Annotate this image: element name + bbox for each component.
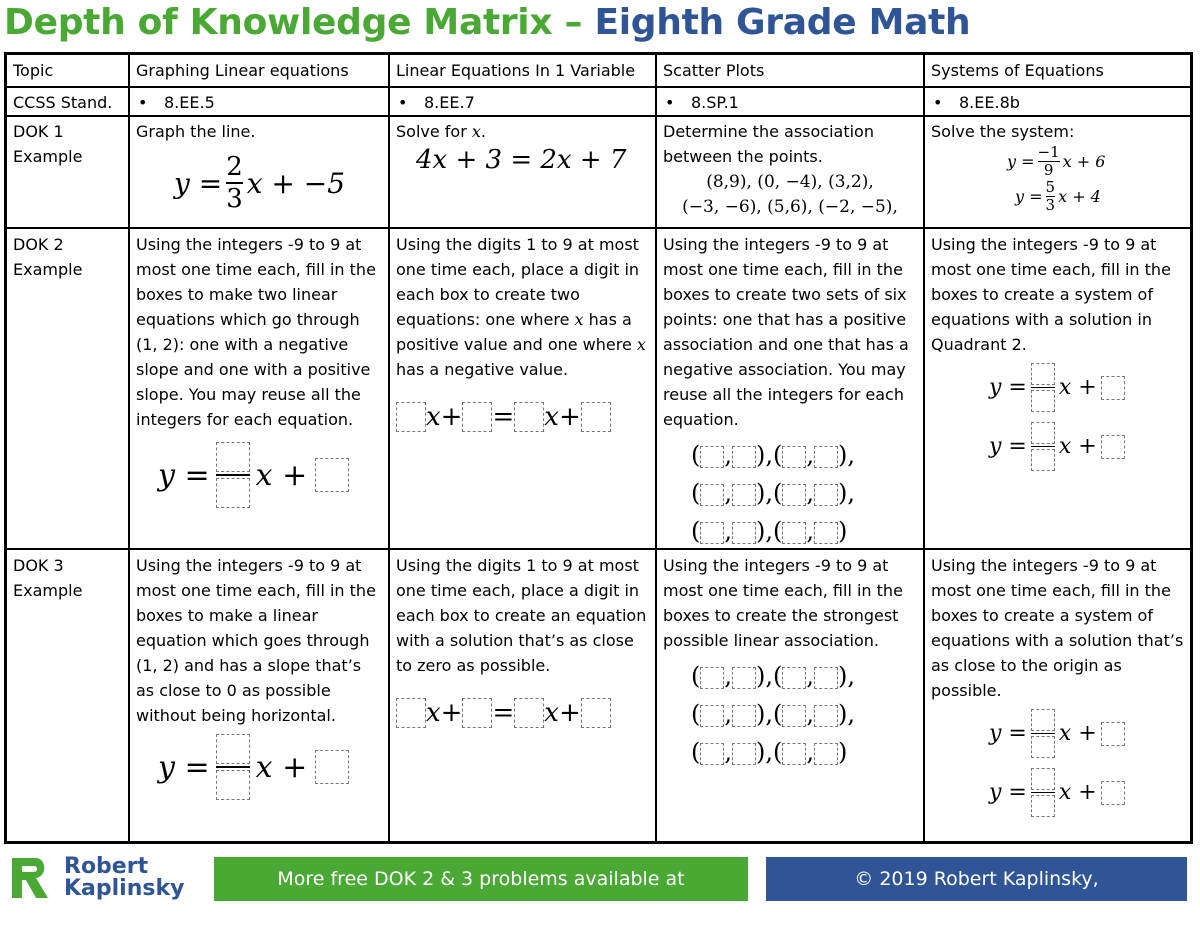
dok2-graphing-prompt: Using the integers -9 to 9 at most one time each, fill in the boxes to make two linear equations which go through (1, 2): one with a negative slope and one with a positive slope. You may reuse all the integers for each equation.: [136, 235, 376, 429]
numerator: 2: [226, 152, 243, 182]
prompt-text: Using the digits 1 to 9 at most one time each, place a digit in each box to create two equations: one where: [396, 235, 640, 329]
standard-code: 8.SP.1: [691, 93, 739, 112]
dok1-scatter-prompt: Determine the association between the points.: [663, 122, 874, 166]
dok2-scatter-points: [691, 436, 917, 550]
answer-box[interactable]: [216, 478, 250, 508]
ccss-scatter: [657, 87, 923, 115]
system-template-2: [989, 422, 1184, 471]
rk-logo-icon: [10, 856, 50, 900]
eq-lhs: y =: [989, 780, 1027, 805]
dok2-systems: [925, 229, 1190, 471]
logo-text: [64, 856, 184, 900]
eq-lhs: y =: [989, 721, 1027, 746]
dok3-linear: [390, 550, 655, 728]
fraction: [216, 442, 250, 508]
fraction: [1038, 144, 1060, 179]
answer-box[interactable]: [1031, 390, 1055, 412]
dok2-linear-prompt: [396, 232, 649, 382]
answer-box[interactable]: [700, 522, 724, 544]
title-dash: –: [552, 2, 595, 43]
answer-box[interactable]: [315, 750, 349, 784]
answer-box[interactable]: [462, 698, 492, 728]
prompt-text: has a negative value.: [396, 360, 569, 379]
operator: +: [440, 401, 463, 432]
answer-box[interactable]: [782, 522, 806, 544]
fraction: [216, 734, 250, 800]
dok1-linear-prompt: [396, 119, 649, 144]
answer-box[interactable]: [782, 705, 806, 727]
answer-box[interactable]: [1031, 449, 1055, 471]
answer-box[interactable]: [581, 698, 611, 728]
denominator: 9: [1043, 161, 1054, 179]
dok2-systems-prompt: Using the integers -9 to 9 at most one time each, fill in the boxes to create a system of equations with a solution in Quadrant 2.: [931, 235, 1171, 354]
answer-box[interactable]: [814, 484, 838, 506]
title-part2: Eighth Grade Math: [594, 2, 971, 43]
answer-box[interactable]: [700, 705, 724, 727]
variable: x: [471, 122, 481, 141]
points-line: (8,9), (0, −4), (3,2),: [706, 172, 874, 192]
dok3-graphing-prompt: Using the integers -9 to 9 at most one time each, fill in the boxes to make a linear equation which goes through (1, 2) and has a slope that’s as close to 0 as possible without being horizontal.: [136, 556, 376, 725]
header-topic-graphing: Graphing Linear equations: [136, 61, 349, 80]
dok2-scatter: [657, 229, 923, 550]
dok3-linear-template: [396, 698, 649, 728]
dok3-systems-prompt: Using the integers -9 to 9 at most one time each, fill in the boxes to create a system of equations with a solution that’s as close to the origin as possible.: [931, 556, 1184, 700]
eq-lhs: y =: [1007, 151, 1035, 171]
dok3-graphing-template: [158, 734, 382, 800]
answer-box[interactable]: [462, 402, 492, 432]
answer-box[interactable]: [700, 446, 724, 468]
dok2-scatter-prompt: Using the integers -9 to 9 at most one time each, fill in the boxes to create two sets of six points: one that has a positive association and one that has a negative association. You may reuse all the integers for each equation.: [663, 235, 909, 429]
answer-box[interactable]: [315, 458, 349, 492]
header-topic-scatter: Scatter Plots: [663, 61, 765, 80]
answer-box[interactable]: [782, 446, 806, 468]
point-row: ( , ),( , ),: [691, 441, 856, 469]
title-part1: Depth of Knowledge Matrix: [4, 2, 553, 43]
dok2-graphing-template: [158, 442, 382, 508]
dok1-label: [7, 116, 128, 169]
points-line: (−3, −6), (5,6), (−2, −5),: [682, 197, 898, 217]
eq-rhs: x +: [1058, 375, 1097, 400]
dok3-scatter-points: [691, 657, 917, 771]
dok3-scatter: [657, 550, 923, 771]
variable: x: [544, 401, 559, 432]
eq-lhs: y =: [989, 375, 1027, 400]
eq-lhs: y =: [1015, 186, 1043, 206]
robert-kaplinsky-logo[interactable]: [10, 856, 184, 900]
system-template-1: [989, 709, 1184, 758]
dok1-systems-prompt: Solve the system:: [931, 122, 1075, 141]
point-row: ( , ),( , ): [691, 738, 848, 766]
eq-rhs: x + 4: [1058, 186, 1101, 206]
ccss-label: CCSS Stand.: [13, 93, 113, 112]
logo-line2: Kaplinsky: [64, 876, 185, 901]
fraction: [1031, 768, 1055, 817]
answer-box[interactable]: [514, 698, 544, 728]
fraction: [1031, 422, 1055, 471]
openmiddle-link-banner[interactable]: More free DOK 2 & 3 problems available at openmiddle.com: [214, 857, 748, 901]
dok1-linear-equation: 4x + 3 = 2x + 7: [416, 145, 627, 175]
answer-box[interactable]: [814, 743, 838, 765]
denominator: 3: [226, 184, 243, 214]
standard-code: 8.EE.7: [424, 93, 475, 112]
eq-rhs: x +: [1058, 721, 1097, 746]
operator: +: [558, 401, 581, 432]
point-row: ( , ),( , ): [691, 517, 848, 545]
answer-box[interactable]: [1031, 768, 1055, 790]
numerator: −1: [1037, 143, 1060, 161]
answer-box[interactable]: [814, 446, 838, 468]
dok1-label-line2: Example: [13, 147, 83, 166]
eq-rhs: x + 6: [1062, 151, 1106, 171]
header-topic: Topic: [13, 61, 54, 80]
dok3-label-line1: DOK 3: [13, 556, 64, 575]
bullet: •: [398, 93, 408, 112]
dok3-systems: [925, 550, 1190, 817]
answer-box[interactable]: [216, 734, 250, 764]
eq-rhs: x +: [255, 457, 308, 493]
dok2-label-line1: DOK 2: [13, 235, 64, 254]
header-topic-systems: Systems of Equations: [931, 61, 1104, 80]
point-row: ( , ),( , ),: [691, 479, 856, 507]
answer-box[interactable]: [814, 705, 838, 727]
denominator: 3: [1045, 196, 1056, 214]
answer-box[interactable]: [732, 446, 756, 468]
dok3-label-line2: Example: [13, 581, 83, 600]
fraction: [226, 152, 243, 214]
answer-box[interactable]: [581, 402, 611, 432]
point-row: ( , ),( , ),: [691, 662, 856, 690]
page-title: [4, 0, 970, 48]
ccss-systems: [925, 87, 1190, 115]
dok1-systems: [925, 116, 1190, 214]
variable: x: [544, 697, 559, 728]
point-row: ( , ),( , ),: [691, 700, 856, 728]
dok-matrix-table: [4, 52, 1193, 844]
dok1-graphing-prompt: Graph the line.: [136, 122, 256, 141]
answer-box[interactable]: [1101, 435, 1125, 459]
eq-rhs: x +: [1058, 780, 1097, 805]
answer-box[interactable]: [700, 484, 724, 506]
answer-box[interactable]: [216, 770, 250, 800]
operator: =: [492, 697, 515, 728]
variable: x: [574, 310, 584, 329]
answer-box[interactable]: [1101, 781, 1125, 805]
dok2-graphing: [130, 229, 388, 508]
numerator: 5: [1045, 178, 1056, 196]
fraction: [1031, 709, 1055, 758]
eq-lhs: y =: [158, 749, 210, 785]
answer-box[interactable]: [700, 667, 724, 689]
answer-box[interactable]: [396, 698, 426, 728]
eq-rhs: x +: [255, 749, 308, 785]
answer-box[interactable]: [1031, 422, 1055, 444]
system-template-2: [989, 768, 1184, 817]
bullet: •: [665, 93, 675, 112]
answer-box[interactable]: [1101, 376, 1125, 400]
dok1-label-line1: DOK 1: [13, 122, 64, 141]
ccss-linear: [390, 87, 655, 115]
dok2-linear-template: [396, 402, 649, 432]
dok3-scatter-prompt: Using the integers -9 to 9 at most one time each, fill in the boxes to create the strongest possible linear association.: [663, 556, 903, 650]
answer-box[interactable]: [782, 484, 806, 506]
eq-lhs: y =: [174, 166, 223, 200]
dok2-label: [7, 229, 128, 282]
header-topic-linear: Linear Equations In 1 Variable: [396, 61, 636, 80]
system-equation-2: [1015, 179, 1184, 214]
ccss-graphing: [130, 87, 388, 115]
system-template-1: [989, 363, 1184, 412]
dok1-linear: [390, 116, 655, 173]
dok2-linear: [390, 229, 655, 432]
answer-box[interactable]: [1031, 363, 1055, 385]
standard-code: 8.EE.5: [164, 93, 215, 112]
operator: +: [440, 697, 463, 728]
answer-box[interactable]: [732, 705, 756, 727]
answer-box[interactable]: [732, 743, 756, 765]
bullet: •: [933, 93, 943, 112]
dok2-label-line2: Example: [13, 260, 83, 279]
prompt-period: .: [480, 122, 486, 141]
dok1-graphing-equation: [174, 152, 382, 214]
variable: x: [426, 697, 441, 728]
answer-box[interactable]: [814, 667, 838, 689]
answer-box[interactable]: [216, 442, 250, 472]
answer-box[interactable]: [782, 743, 806, 765]
answer-box[interactable]: [1031, 709, 1055, 731]
copyright-banner[interactable]: © 2019 Robert Kaplinsky, robertkaplinsky.com: [766, 857, 1187, 901]
answer-box[interactable]: [782, 667, 806, 689]
system-equation-1: [1007, 144, 1184, 179]
eq-rhs: x + −5: [246, 166, 346, 200]
answer-box[interactable]: [1101, 722, 1125, 746]
answer-box[interactable]: [732, 522, 756, 544]
standard-code: 8.EE.8b: [959, 93, 1020, 112]
dok3-linear-prompt: Using the digits 1 to 9 at most one time each, place a digit in each box to create an equation with a solution that’s as close to zero as possible.: [396, 556, 647, 675]
answer-box[interactable]: [514, 402, 544, 432]
eq-lhs: y =: [158, 457, 210, 493]
answer-box[interactable]: [1031, 736, 1055, 758]
dok1-scatter: [657, 116, 923, 220]
bullet: •: [138, 93, 148, 112]
dok3-label: [7, 550, 128, 603]
fraction: [1046, 179, 1056, 214]
dok3-graphing: [130, 550, 388, 800]
operator: =: [492, 401, 515, 432]
operator: +: [558, 697, 581, 728]
answer-box[interactable]: [1031, 795, 1055, 817]
variable: x: [636, 335, 646, 354]
answer-box[interactable]: [732, 484, 756, 506]
eq-rhs: x +: [1058, 434, 1097, 459]
variable: x: [426, 401, 441, 432]
fraction: [1031, 363, 1055, 412]
eq-lhs: y =: [989, 434, 1027, 459]
prompt-text: Solve for: [396, 122, 472, 141]
dok1-graphing: [130, 116, 388, 227]
logo-line1: Robert: [64, 854, 149, 879]
prompt-text: has a positive value and one where: [396, 310, 637, 354]
answer-box[interactable]: [732, 667, 756, 689]
answer-box[interactable]: [700, 743, 724, 765]
answer-box[interactable]: [396, 402, 426, 432]
answer-box[interactable]: [814, 522, 838, 544]
